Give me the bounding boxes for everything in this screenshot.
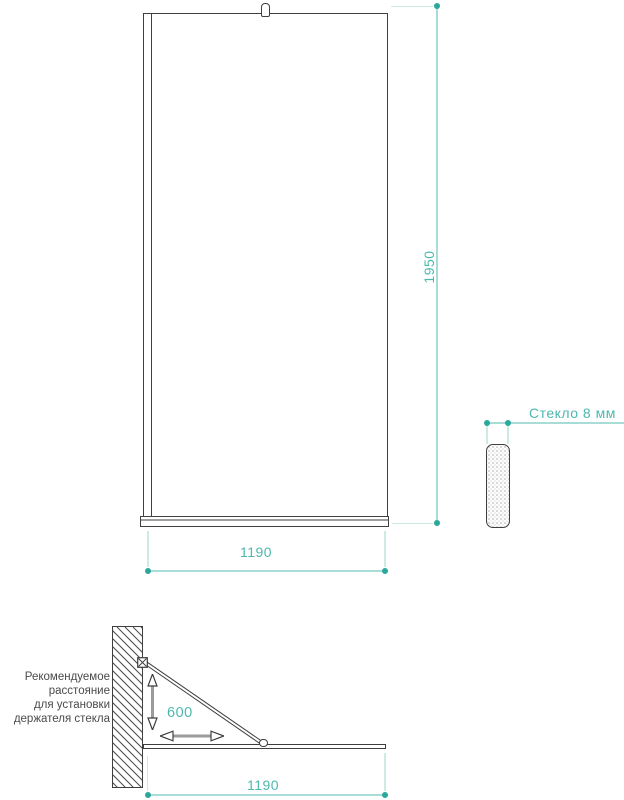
wall-section [112, 626, 143, 788]
holder-note-line: для установки [33, 699, 110, 711]
wall-hatch-pattern [113, 627, 143, 788]
side-width-dot-left [145, 792, 151, 798]
front-width-dim-line [148, 570, 385, 571]
holder-note-line: Рекомендуемое [24, 671, 110, 683]
side-width-dot-right [382, 792, 388, 798]
holder-offset-label: 600 [167, 705, 193, 721]
holder-note-line: расстояние [48, 685, 110, 697]
height-ext-line-bottom [392, 523, 433, 524]
holder-note-line: держателя стекла [13, 713, 110, 725]
glass-ext-right [507, 426, 508, 444]
front-width-dot-right [382, 568, 388, 574]
glass-cross-section [486, 444, 510, 528]
glass-ext-left [486, 426, 487, 444]
side-width-dim-label: 1190 [246, 777, 280, 793]
side-width-ext-left [147, 756, 148, 791]
front-width-dot-left [145, 568, 151, 574]
side-width-dim-line [148, 794, 385, 795]
glass-thickness-label: Стекло 8 мм [529, 405, 616, 421]
front-width-dim-label: 1190 [239, 544, 273, 560]
glass-holder-clip [261, 3, 270, 17]
side-width-ext-right [384, 753, 385, 791]
horizontal-double-arrow-icon [160, 729, 224, 743]
vertical-double-arrow-icon [146, 674, 159, 730]
holder-note-text [2, 670, 110, 726]
screw-icon [137, 657, 148, 668]
height-dim-label: 1950 [421, 250, 437, 284]
height-ext-line-top [391, 6, 433, 7]
brace-pivot [259, 739, 268, 748]
front-glass-panel [143, 13, 388, 517]
front-width-ext-right [384, 531, 385, 567]
bottom-profile-bar [140, 516, 389, 527]
height-dim-dot-top [434, 3, 440, 9]
wall-profile-strip [143, 13, 152, 517]
front-width-ext-left [147, 531, 148, 567]
height-dim-dot-bottom [434, 520, 440, 526]
